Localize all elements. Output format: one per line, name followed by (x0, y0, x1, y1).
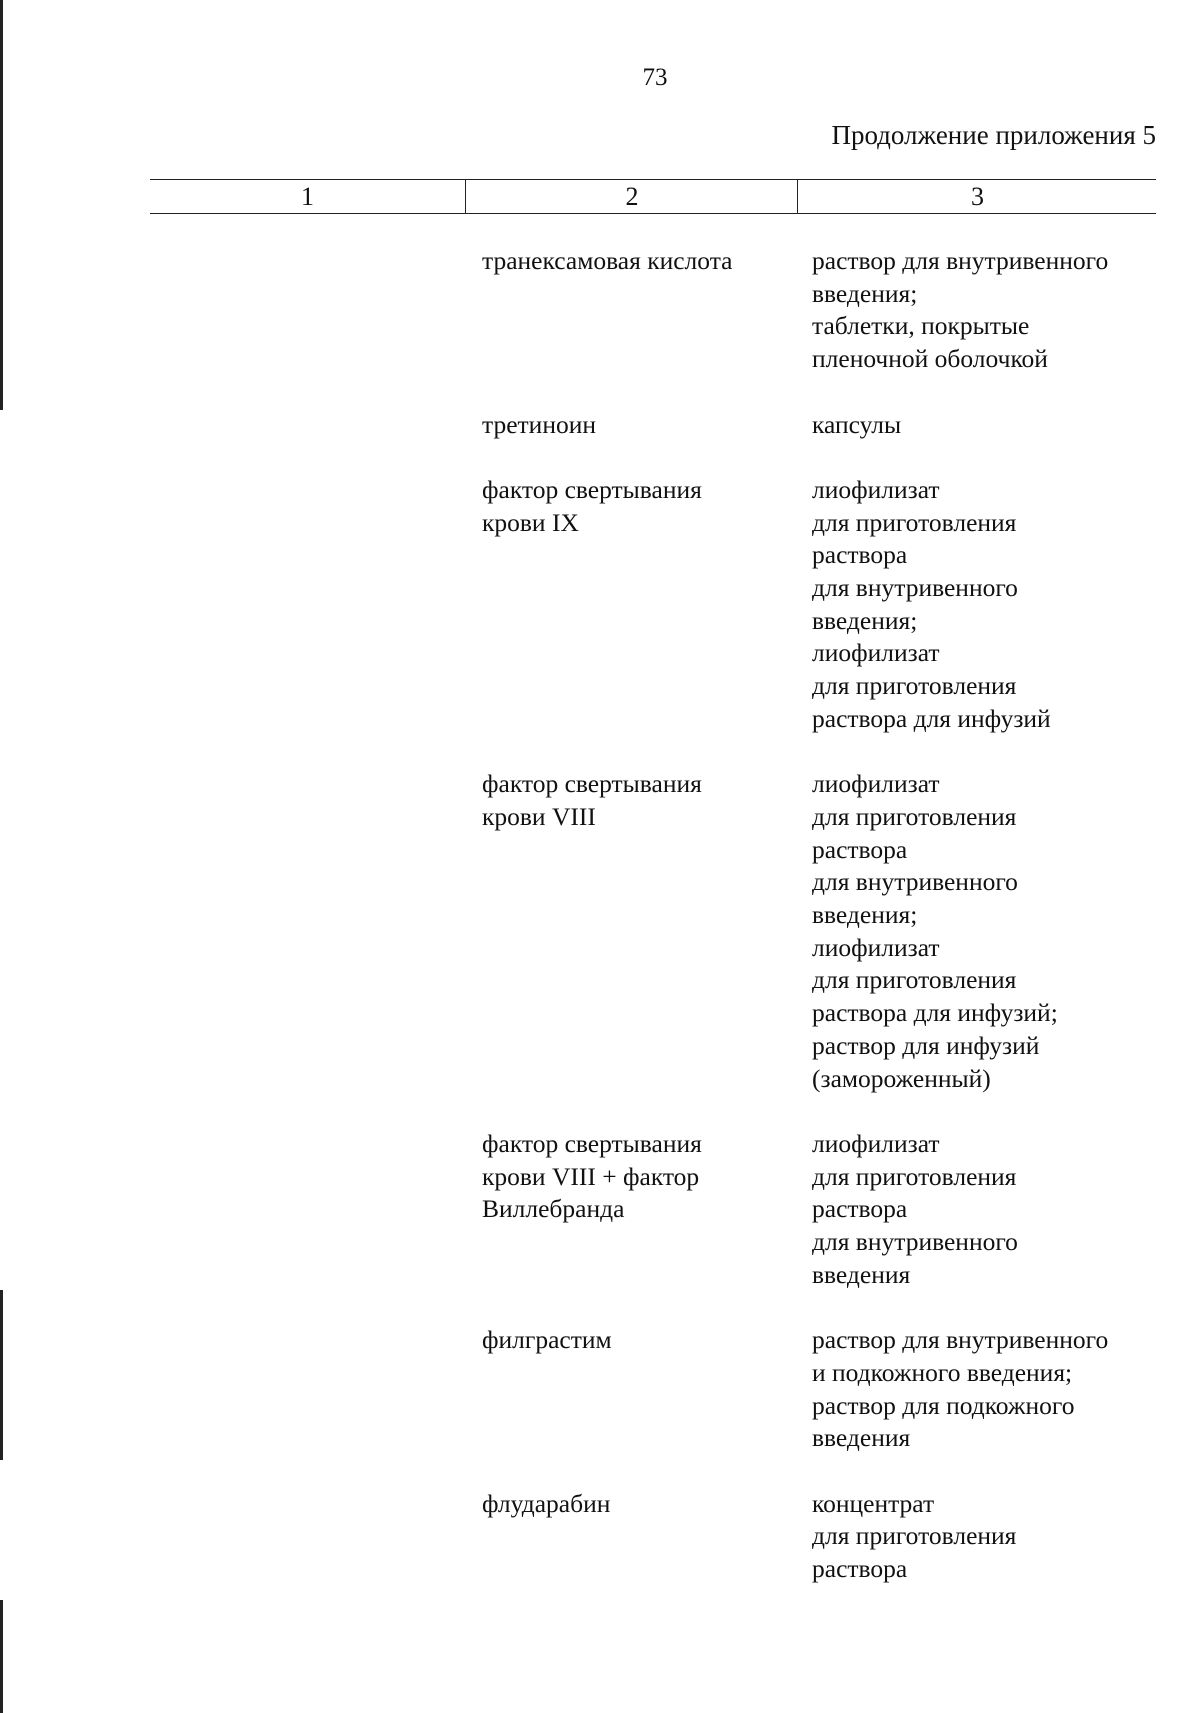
table-row (482, 1488, 1182, 1586)
drug-name-line: фактор свертывания (482, 474, 702, 504)
dosage-form-line: лиофилизат (812, 932, 940, 962)
dosage-form-line: раствор для внутривенного (812, 1325, 1109, 1355)
dosage-form-line: раствора для инфузий (812, 703, 1051, 733)
dosage-form-line: введения (812, 1259, 911, 1289)
table-row (482, 245, 1182, 376)
dosage-form-line: введения (812, 1423, 911, 1453)
dosage-form-cell (812, 1128, 1182, 1292)
header-cell-3: 3 (797, 180, 1157, 213)
dosage-form-line: лиофилизат (812, 638, 940, 668)
continuation-title: Продолжение приложения 5 (831, 120, 1156, 150)
drug-name-cell (482, 245, 812, 376)
drug-name-line: крови IX (482, 507, 579, 537)
table-row (482, 1324, 1182, 1455)
table-row (482, 768, 1182, 1095)
drug-name-cell (482, 1488, 812, 1586)
drug-name-line: Виллебранда (482, 1194, 625, 1224)
dosage-form-line: для приготовления (812, 1161, 1017, 1191)
dosage-form-line: раствор для внутривенного (812, 246, 1109, 275)
table-body (482, 245, 1182, 1618)
dosage-form-cell (812, 768, 1182, 1095)
scan-edge-top (0, 0, 3, 410)
dosage-form-line: раствор для инфузий (812, 1030, 1040, 1060)
page-number: 73 (642, 64, 668, 91)
dosage-form-line: введения; (812, 605, 918, 635)
drug-name-line: фактор свертывания (482, 1128, 702, 1158)
dosage-form-line: раствора (812, 1194, 908, 1224)
dosage-form-cell (812, 1324, 1182, 1455)
dosage-form-line: для приготовления (812, 801, 1017, 831)
dosage-form-line: пленочной оболочкой (812, 344, 1048, 374)
dosage-form-line: раствора для инфузий; (812, 998, 1058, 1028)
drug-name-line: фактор свертывания (482, 769, 702, 799)
dosage-form-cell (812, 409, 1182, 442)
drug-name-line: третиноин (482, 409, 597, 439)
header-cell-2: 2 (465, 180, 798, 213)
table-row (482, 409, 1182, 442)
scan-edge-middle (0, 1290, 3, 1460)
dosage-form-line: для приготовления (812, 671, 1017, 701)
dosage-form-line: введения; (812, 900, 918, 930)
drug-name-line: филграстим (482, 1325, 612, 1355)
dosage-form-line: для приготовления (812, 507, 1017, 537)
dosage-form-line: введения; (812, 278, 918, 308)
dosage-form-line: раствора (812, 540, 908, 570)
dosage-form-line: лиофилизат (812, 474, 940, 504)
drug-name-line: крови VIII + фактор (482, 1161, 700, 1191)
dosage-form-line: раствора (812, 834, 908, 864)
drug-name-cell (482, 409, 812, 442)
drug-name-cell (482, 1324, 812, 1455)
dosage-form-cell (812, 1488, 1182, 1586)
dosage-form-line: капсулы (812, 409, 902, 439)
drug-name-cell (482, 1128, 812, 1292)
dosage-form-line: раствор для подкожного (812, 1390, 1075, 1420)
dosage-form-line: лиофилизат (812, 769, 940, 799)
table-header (150, 179, 1156, 214)
dosage-form-line: таблетки, покрытые (812, 311, 1030, 341)
scan-edge-bottom (0, 1600, 3, 1713)
drug-name-line: транексамовая кислота (482, 246, 733, 275)
dosage-form-line: для приготовления (812, 1521, 1017, 1551)
dosage-form-line: (замороженный) (812, 1063, 991, 1093)
dosage-form-line: концентрат (812, 1488, 935, 1518)
dosage-form-cell (812, 245, 1182, 376)
dosage-form-line: для приготовления (812, 965, 1017, 995)
dosage-form-cell (812, 474, 1182, 736)
drug-name-line: флударабин (482, 1488, 611, 1518)
dosage-form-line: для внутривенного (812, 1227, 1018, 1257)
dosage-form-line: для внутривенного (812, 867, 1018, 897)
drug-name-cell (482, 768, 812, 1095)
table-row (482, 1128, 1182, 1292)
dosage-form-line: для внутривенного (812, 573, 1018, 602)
header-cell-1: 1 (301, 182, 314, 211)
drug-name-cell (482, 474, 812, 736)
dosage-form-line: и подкожного введения; (812, 1357, 1073, 1387)
table-row (482, 474, 1182, 736)
drug-name-line: крови VIII (482, 801, 596, 831)
dosage-form-line: раствора (812, 1554, 908, 1584)
dosage-form-line: лиофилизат (812, 1128, 940, 1158)
